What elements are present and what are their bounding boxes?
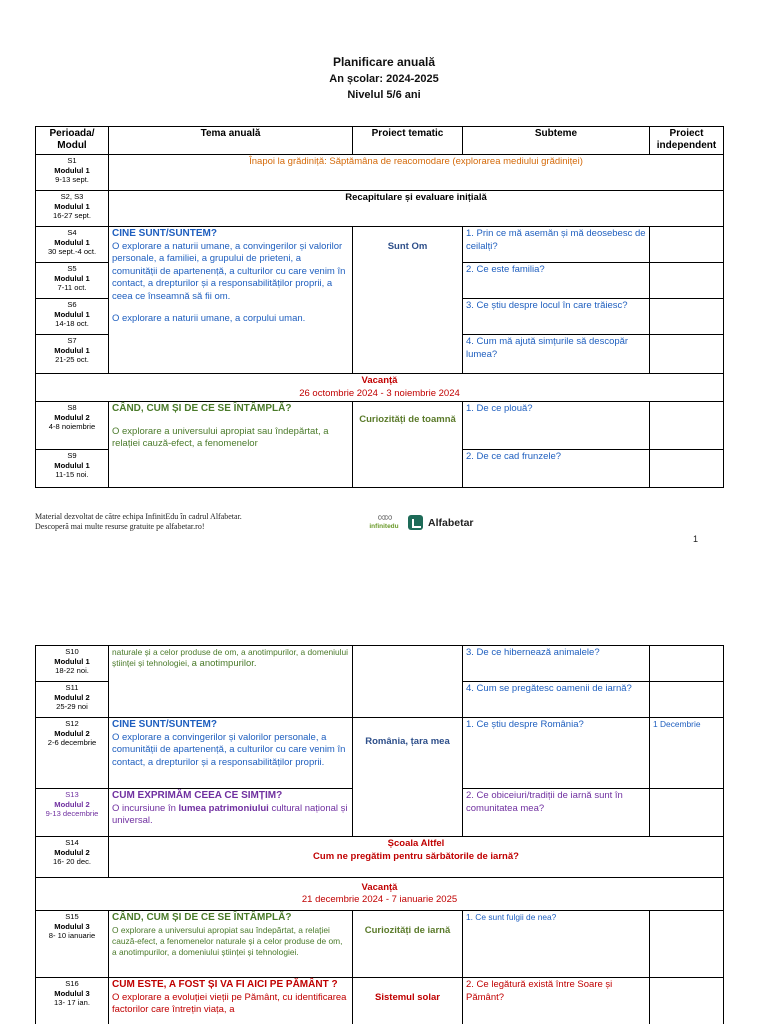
- col-header: Subteme: [463, 127, 650, 155]
- independent-cell: 1 Decembrie: [650, 718, 724, 789]
- independent-cell: [650, 911, 724, 978]
- planning-table-page-2: [35, 645, 724, 1024]
- annual-theme-cell: [109, 789, 353, 837]
- subtheme-cell: 2. Ce obiceiuri/tradiții de iarnă sunt în comunitatea mea?: [463, 789, 650, 837]
- level: Nivelul 5/6 ani: [347, 89, 421, 101]
- period-cell: S4 Modulul 1 30 sept.-4 oct.: [36, 227, 109, 263]
- table-row: [36, 402, 724, 450]
- independent-cell: [650, 227, 724, 263]
- independent-cell: [650, 299, 724, 335]
- infinity-icon: ∞∞: [377, 510, 391, 524]
- period-cell: S11 Modulul 2 25-29 noi: [36, 682, 109, 718]
- subtheme-cell: 3. Ce știu despre locul în care trăiesc?: [463, 299, 650, 335]
- vacation-cell: [36, 374, 724, 402]
- project-cell: [353, 646, 463, 718]
- doc-title: Planificare anuală: [332, 55, 436, 69]
- period-cell: S10 Modulul 1 18-22 noi.: [36, 646, 109, 682]
- period-cell: S14 Modulul 2 16- 20 dec.: [36, 837, 109, 878]
- page-gap: [0, 560, 768, 645]
- altfel-subtitle: Cum ne pregătim pentru sărbătorile de iarnă?: [313, 850, 519, 862]
- evaluation-cell: Recapitulare și evaluare inițială: [109, 191, 724, 227]
- period-cell: S2, S3 Modulul 1 16-27 sept.: [36, 191, 109, 227]
- period-cell: S8 Modulul 2 4-8 noiembrie: [36, 402, 109, 450]
- theme-title: CINE SUNT/SUNTEM?: [112, 719, 217, 730]
- subtheme-cell: 4. Cum mă ajută simțurile să descopăr lumea?: [463, 335, 650, 374]
- theme-extra: O explorare a naturii umane, a corpului uman.: [112, 313, 306, 324]
- theme-title: CUM ESTE, A FOST ȘI VA FI AICI PE PĂMÂNT ?: [112, 979, 338, 990]
- table-row: [36, 191, 724, 227]
- period-cell: S13 Modulul 2 9-13 decembrie: [36, 789, 109, 837]
- page-number: 1: [693, 534, 699, 544]
- project-cell: Curiozități de toamnă: [353, 402, 463, 488]
- theme-description: O explorare a evoluției vieții pe Pământ, cu identificarea factorilor care întrețin viața, a: [112, 991, 347, 1015]
- school-altfel-cell: [109, 837, 724, 878]
- project-cell: Sistemul solar: [353, 978, 463, 1024]
- table-row: [36, 227, 724, 263]
- period-cell: S9 Modulul 1 11-15 noi.: [36, 450, 109, 488]
- alfabetar-icon: [408, 515, 423, 530]
- theme-title: CÂND, CUM ȘI DE CE SE ÎNTÂMPLĂ?: [112, 403, 292, 414]
- theme-description: O explorare a universului apropiat sau îndepărtat, a relației cauză-efect, a fenomenelor: [112, 425, 329, 449]
- welcome-back-cell: Înapoi la grădiniță: Săptămâna de reacomodare (explorarea mediului grădiniței): [109, 155, 724, 191]
- annual-theme-cell: [109, 402, 353, 488]
- altfel-title: Școala Altfel: [387, 838, 445, 849]
- independent-cell: [650, 978, 724, 1024]
- table-row: [36, 155, 724, 191]
- theme-description: O explorare a universului apropiat sau îndepărtat, a relației cauză-efect, a fenomenelor naturale și a celor produse de om, a anotimpurilor, a domeniului științei și tehnologiei.: [112, 924, 343, 957]
- period-cell: S15 Modulul 3 8- 10 ianuarie: [36, 911, 109, 978]
- col-header: Proiect independent: [650, 127, 724, 155]
- independent-cell: [650, 402, 724, 450]
- project-cell: România, țara mea: [353, 718, 463, 837]
- period-cell: S6 Modulul 1 14-18 oct.: [36, 299, 109, 335]
- subtheme-cell: 1. De ce plouă?: [463, 402, 650, 450]
- annual-theme-cell: [109, 978, 353, 1024]
- subtheme-cell: 2. De ce cad frunzele?: [463, 450, 650, 488]
- vacation-title: Vacanță: [361, 375, 398, 386]
- table-row: [36, 718, 724, 789]
- school-year: An școlar: 2024-2025: [329, 73, 439, 85]
- table-row: [36, 646, 724, 682]
- independent-cell: [650, 646, 724, 682]
- planning-table-page-1: [35, 126, 724, 488]
- subtheme-cell: 2. Ce legătură există între Soare și Pământ?: [463, 978, 650, 1024]
- annual-theme-cell: [109, 718, 353, 789]
- annual-theme-cell: [109, 227, 353, 374]
- period-cell: S16 Modulul 3 13- 17 ian.: [36, 978, 109, 1024]
- annual-theme-cell: naturale și a celor produse de om, a anotimpurilor, a domeniului științei și tehnologiei, a anotimpurilor.: [109, 646, 353, 718]
- table-row: [36, 978, 724, 1024]
- period-cell: S1 Modulul 1 9-13 sept.: [36, 155, 109, 191]
- annual-theme-cell: [109, 911, 353, 978]
- table-row: [36, 911, 724, 978]
- subtheme-cell: 2. Ce este familia?: [463, 263, 650, 299]
- vacation-title: Vacanță: [361, 881, 398, 893]
- theme-description: O incursiune în lumea patrimoniului cultural național și universal.: [112, 802, 348, 826]
- theme-title: CINE SUNT/SUNTEM?: [112, 228, 217, 239]
- theme-description: O explorare a convingerilor și valorilor personale, a comunității de apartenență, a culturilor cu care venim în contact, a drepturilor și a responsabilităților proprii.: [112, 731, 346, 768]
- vacation-row: [36, 878, 724, 911]
- project-cell: Curiozități de iarnă: [353, 911, 463, 978]
- vacation-cell: [36, 878, 724, 911]
- table-row: [36, 837, 724, 878]
- subtheme-cell: 3. De ce hibernează animalele?: [463, 646, 650, 682]
- project-cell: Sunt Om: [353, 227, 463, 374]
- independent-cell: [650, 682, 724, 718]
- alfabetar-logo: Alfabetar: [408, 515, 474, 530]
- col-header: Perioada/ Modul: [36, 127, 109, 155]
- theme-title: CUM EXPRIMĂM CEEA CE SIMȚIM?: [112, 790, 283, 801]
- subtheme-cell: 1. Prin ce mă asemăn și mă deosebesc de ceilalți?: [463, 227, 650, 263]
- subtheme-cell: 1. Ce știu despre România?: [463, 718, 650, 789]
- independent-cell: [650, 263, 724, 299]
- vacation-dates: 21 decembrie 2024 - 7 ianuarie 2025: [301, 894, 458, 905]
- subtheme-cell: 1. Ce sunt fulgii de nea?: [463, 911, 650, 978]
- independent-cell: [650, 450, 724, 488]
- header-row: [36, 127, 724, 155]
- footer-credit: Material dezvoltat de către echipa InfinitEdu în cadrul Alfabetar. Descoperă mai multe resurse gratuite pe alfabetar.ro!: [35, 512, 242, 531]
- subtheme-cell: 4. Cum se pregătesc oamenii de iarnă?: [463, 682, 650, 718]
- col-header: Proiect tematic: [353, 127, 463, 155]
- independent-cell: [650, 335, 724, 374]
- theme-description: O explorare a naturii umane, a convingerilor și valorilor personale, a familiei, a grupului de prieteni, a comunității de apartenență, a culturilor cu care venim în contact, a drepturilor și a responsabilităților proprii, a ceea ce înseamnă să fii om.: [112, 240, 346, 302]
- independent-cell: [650, 789, 724, 837]
- period-cell: S12 Modulul 2 2-6 decembrie: [36, 718, 109, 789]
- infinitedu-logo: ∞∞ infinitedu: [365, 511, 403, 535]
- col-header: Tema anuală: [109, 127, 353, 155]
- page-2: [0, 645, 768, 1024]
- vacation-row: [36, 374, 724, 402]
- period-cell: S7 Modulul 1 21-25 oct.: [36, 335, 109, 374]
- period-cell: S5 Modulul 1 7-11 oct.: [36, 263, 109, 299]
- theme-title: CÂND, CUM ȘI DE CE SE ÎNTÂMPLĂ?: [112, 912, 292, 923]
- vacation-dates: 26 octombrie 2024 - 3 noiembrie 2024: [299, 387, 460, 399]
